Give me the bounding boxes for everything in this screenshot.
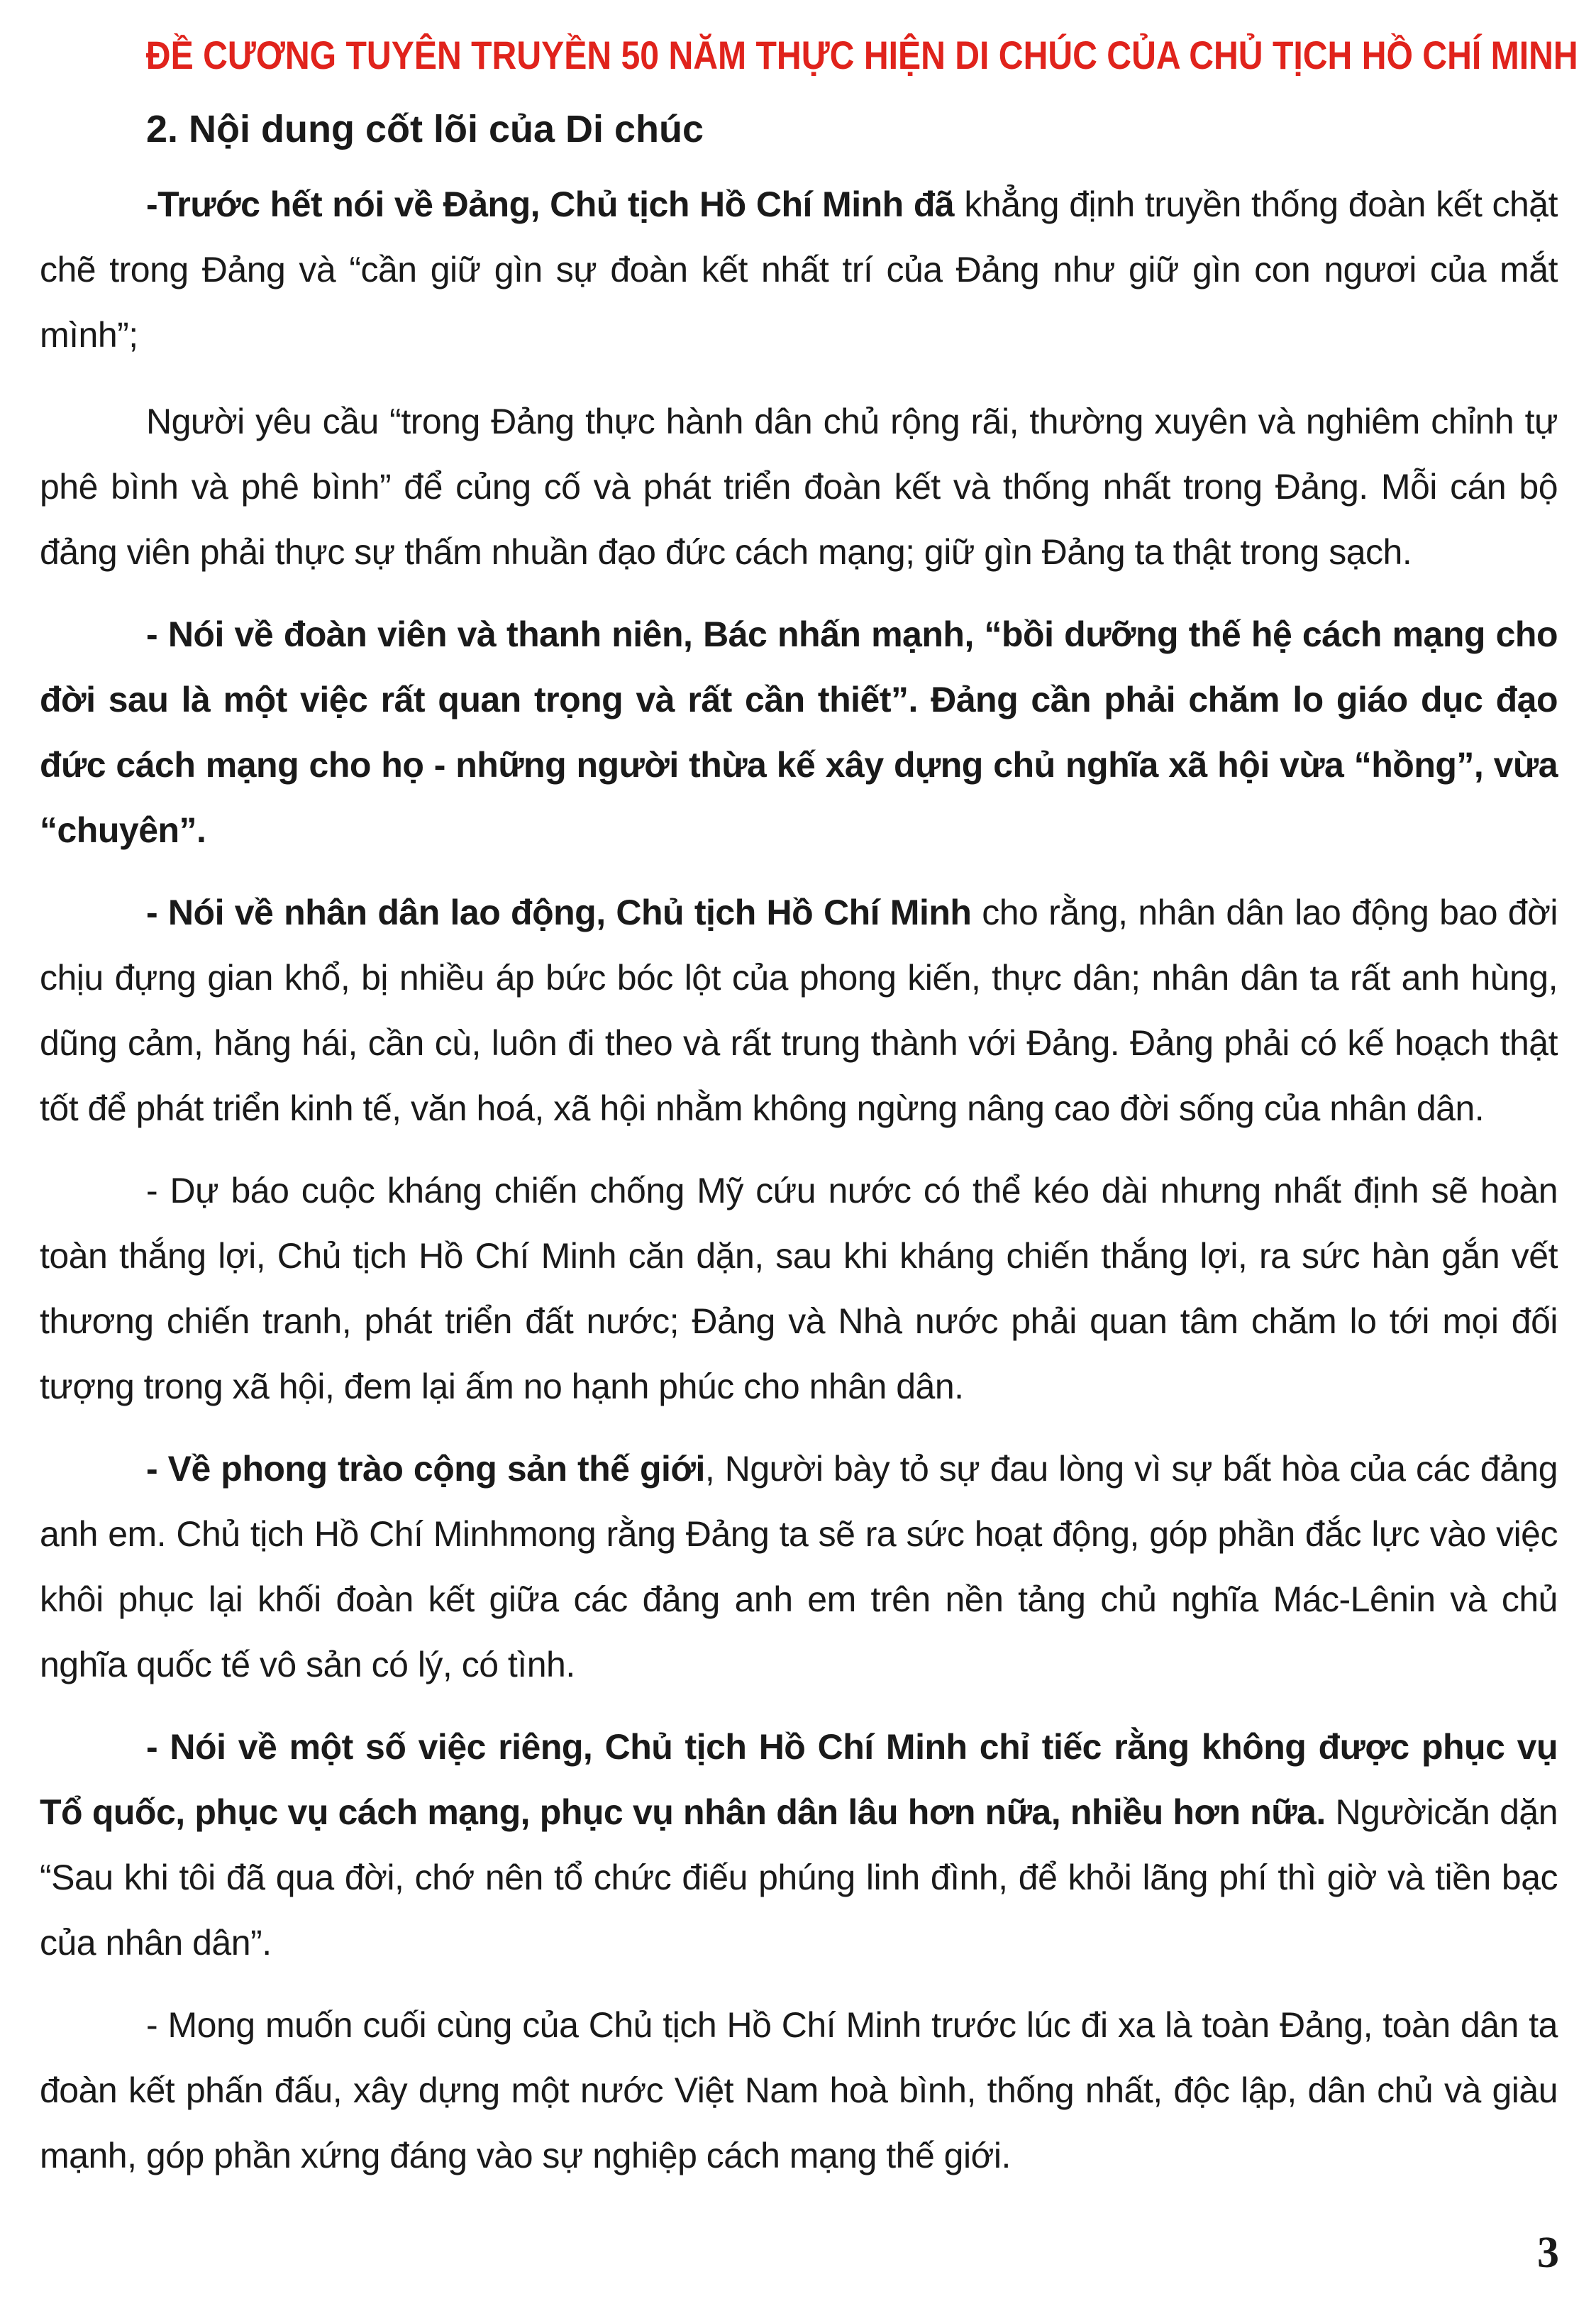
paragraph-text: - Dự báo cuộc kháng chiến chống Mỹ cứu nước có thể kéo dài nhưng nhất định sẽ hoàn toàn thắng lợi, Chủ tịch Hồ Chí Minh căn dặn, sau khi kháng chiến thắng lợi, ra sức hàn gắn vết thương chiến tranh, phát triển đất nước; Đảng và Nhà nước phải quan tâm chăm lo tới mọi đối tượng trong xã hội, đem lại ấm no hạnh phúc cho nhân dân. — [40, 1171, 1558, 1406]
paragraph-text: , Người bày tỏ sự đau lòng vì sự bất hòa của các đảng anh em. Chủ tịch Hồ Chí Minhmong rằng Đảng ta sẽ ra sức hoạt động, góp phần đắc lực vào việc khôi phục lại khối đoàn kết giữa các đảng anh em trên nền tảng chủ nghĩa Mác-Lênin và chủ nghĩa quốc tế vô sản có lý, có tình. — [40, 1449, 1558, 1684]
paragraph-lead: - Nói về nhân dân lao động, Chủ tịch Hồ Chí Minh — [146, 893, 972, 932]
paragraph-workers — [40, 880, 1558, 1141]
paragraph-lead: -Trước hết nói về Đảng, Chủ tịch Hồ Chí Minh đã — [146, 184, 955, 224]
paragraph-text: Người yêu cầu “trong Đảng thực hành dân chủ rộng rãi, thường xuyên và nghiêm chỉnh tự phê bình và phê bình” để củng cố và phát triển đoàn kết và thống nhất trong Đảng. Mỗi cán bộ đảng viên phải thực sự thấm nhuần đạo đức cách mạng; giữ gìn Đảng ta thật trong sạch. — [40, 402, 1558, 572]
paragraph-personal-matters — [40, 1714, 1558, 1975]
paragraph-text: - Mong muốn cuối cùng của Chủ tịch Hồ Chí Minh trước lúc đi xa là toàn Đảng, toàn dân ta đoàn kết phấn đấu, xây dựng một nước Việt Nam hoà bình, thống nhất, độc lập, dân chủ và giàu mạnh, góp phần xứng đáng vào sự nghiệp cách mạng thế giới. — [40, 2005, 1558, 2175]
paragraph-lead: - Nói về đoàn viên và thanh niên, Bác nhấn mạnh, “bồi dưỡng thế hệ cách mạng cho đời sau là một việc rất quan trọng và rất cần thiết”. Đảng cần phải chăm lo giáo dục đạo đức cách mạng cho họ - những người thừa kế xây dựng chủ nghĩa xã hội vừa “hồng”, vừa “chuyên”. — [40, 614, 1558, 850]
paragraph-youth — [40, 602, 1558, 863]
paragraph-text: cho rằng, nhân dân lao động bao đời chịu đựng gian khổ, bị nhiều áp bức bóc lột của phong kiến, thực dân; nhân dân ta rất anh hùng, dũng cảm, hăng hái, cần cù, luôn đi theo và rất trung thành với Đảng. Đảng phải có kế hoạch thật tốt để phát triển kinh tế, văn hoá, xã hội nhằm không ngừng nâng cao đời sống của nhân dân. — [40, 893, 1558, 1128]
paragraph-party — [40, 172, 1558, 368]
paragraph-text: khẳng định truyền thống đoàn kết chặt chẽ trong Đảng và “cần giữ gìn sự đoàn kết nhất trí của Đảng như giữ gìn con ngươi của mắt mình”; — [40, 184, 1558, 355]
document-page — [40, 0, 1578, 2306]
paragraph-lead: - Nói về một số việc riêng, Chủ tịch Hồ Chí Minh chỉ tiếc rằng không được phục vụ Tổ quốc, phục vụ cách mạng, phục vụ nhân dân lâu hơn nữa, nhiều hơn nữa. — [40, 1727, 1558, 1832]
paragraph-final-wish — [40, 1992, 1558, 2188]
page-number: 3 — [1537, 2229, 1559, 2277]
paragraph-communist-movement — [40, 1436, 1558, 1697]
paragraph-text: Ngườicăn dặn “Sau khi tôi đã qua đời, chớ nên tổ chức điếu phúng linh đình, để khỏi lãng phí thì giờ và tiền bạc của nhân dân”. — [40, 1792, 1558, 1963]
paragraph-democracy — [40, 389, 1558, 585]
document-title: ĐỀ CƯƠNG TUYÊN TRUYỀN 50 NĂM THỰC HIỆN DI CHÚC CỦA CHỦ TỊCH HỒ CHÍ MINH — [145, 33, 1578, 77]
section-heading: 2. Nội dung cốt lõi của Di chúc — [146, 108, 704, 150]
paragraph-lead: - Về phong trào cộng sản thế giới — [146, 1449, 705, 1489]
paragraph-resistance — [40, 1158, 1558, 1419]
